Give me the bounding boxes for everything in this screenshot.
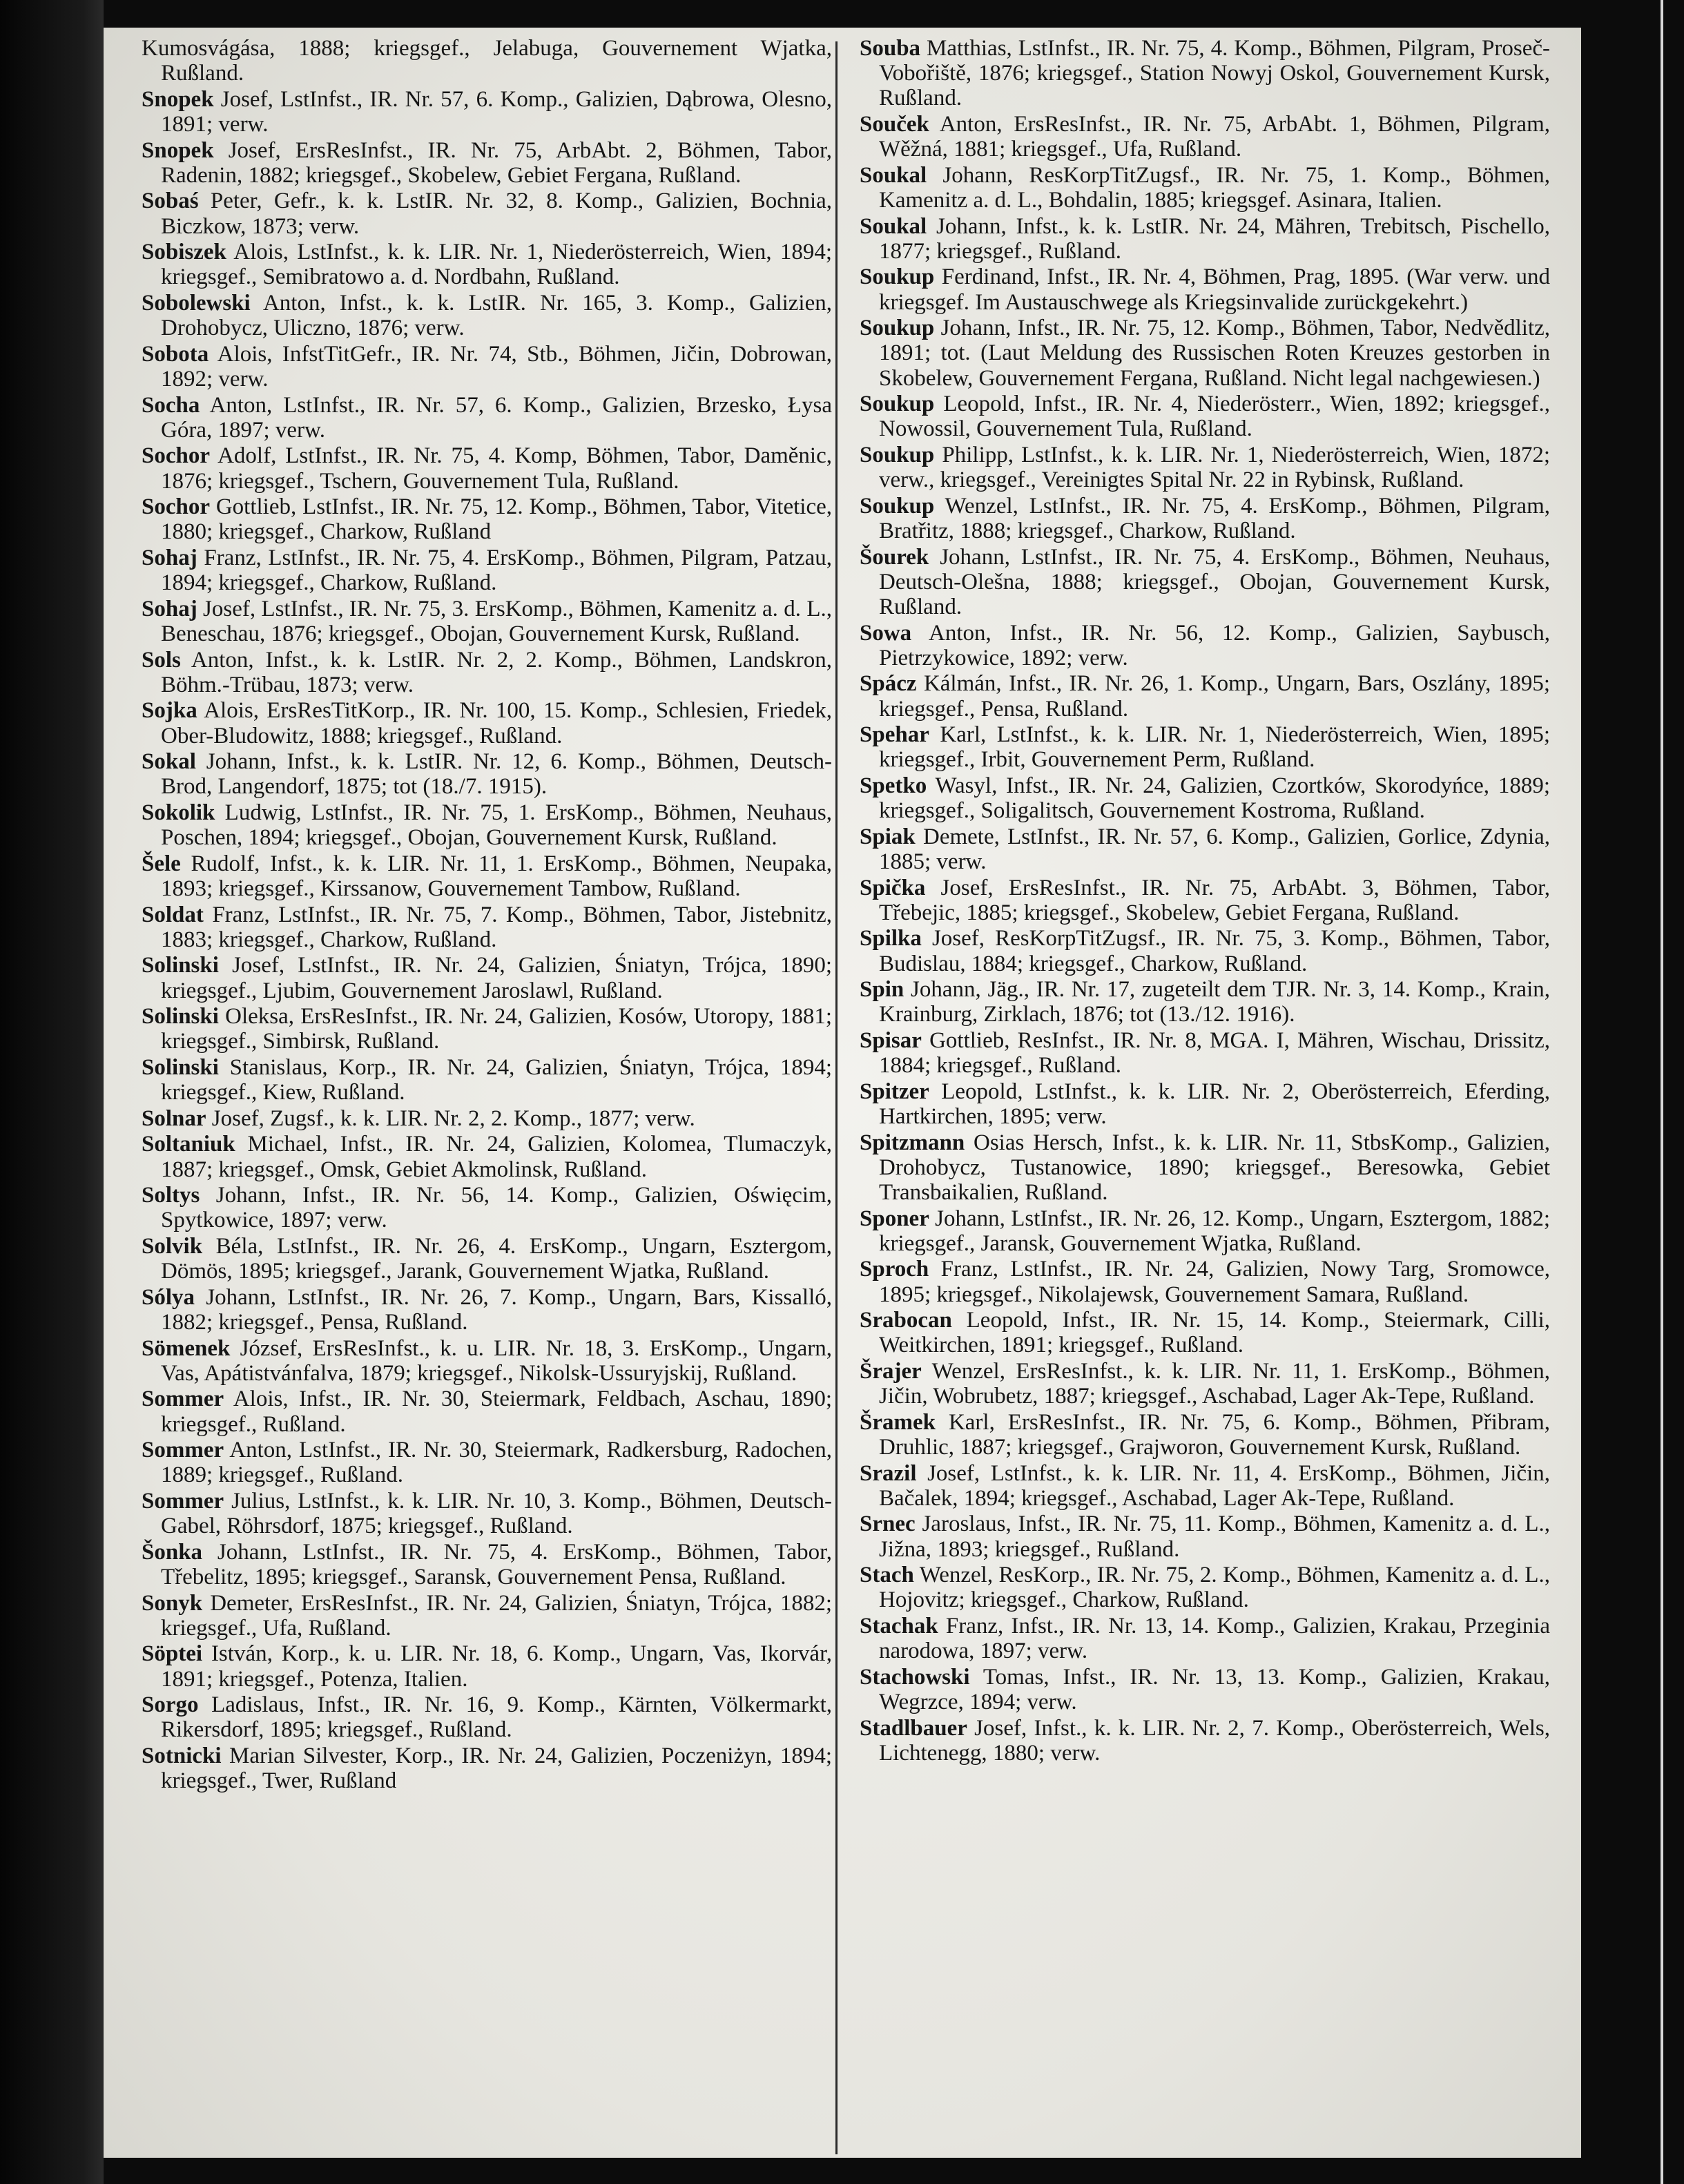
list-entry <box>142 902 832 952</box>
entry-details: Alois, InfstTitGefr., IR. Nr. 74, Stb., Böhmen, Jičin, Dobrowan, 1892; verw. <box>161 341 832 392</box>
list-entry <box>142 1386 832 1436</box>
entry-surname: Sonyk <box>142 1590 203 1616</box>
entry-surname: Sorgo <box>142 1692 199 1718</box>
list-entry <box>860 1563 1550 1612</box>
entry-details: Johann, LstInfst., IR. Nr. 26, 7. Komp., Ungarn, Bars, Kissalló, 1882; kriegsgef., Pensa, Rußland. <box>161 1284 832 1335</box>
entry-details: Stanislaus, Korp., IR. Nr. 24, Galizien, Śniatyn, Trójca, 1894; kriegsgef., Kiew, Rußland. <box>161 1054 832 1105</box>
entry-details: Anton, ErsResInfst., IR. Nr. 75, ArbAbt. 1, Böhmen, Pilgram, Wěžná, 1881; kriegsgef., Ufa, Rußland. <box>879 112 1550 162</box>
list-entry <box>860 824 1550 874</box>
entry-surname: Sobolewski <box>142 290 251 316</box>
list-entry <box>142 1285 832 1335</box>
list-entry <box>142 698 832 748</box>
list-entry <box>142 189 832 238</box>
entry-details: Anton, LstInfst., IR. Nr. 57, 6. Komp., Galizien, Brzesko, Łysa Góra, 1897; verw. <box>161 392 833 443</box>
entry-details: Johann, Infst., IR. Nr. 75, 12. Komp., Böhmen, Tabor, Nedvědlitz, 1891; tot. (Laut Meldung des Russischen Roten Kreuzes gestorben in Skobelew, Gouvernement Fergana, Rußland. Nicht legal nachgewiesen.) <box>879 316 1551 391</box>
entry-details: Wenzel, ResKorp., IR. Nr. 75, 2. Komp., Böhmen, Kamenitz a. d. L., Hojovitz; kriegsgef., Charkow, Rußland. <box>879 1563 1551 1613</box>
entry-surname: Socha <box>142 392 200 418</box>
entry-surname: Sobota <box>142 341 209 367</box>
list-entry <box>142 240 832 289</box>
entry-details: Rudolf, Infst., k. k. LIR. Nr. 11, 1. ErsKomp., Böhmen, Neupaka, 1893; kriegsgef., Kirssanow, Gouvernement Tambow, Rußland. <box>161 851 833 901</box>
entry-surname: Sobaś <box>142 189 199 214</box>
entry-surname: Solvik <box>142 1233 203 1259</box>
list-entry <box>860 1308 1550 1357</box>
entry-surname: Solinski <box>142 1004 219 1030</box>
list-entry <box>860 163 1550 213</box>
list-entry <box>142 1132 832 1181</box>
entry-surname: Spitzer <box>860 1079 929 1104</box>
entry-surname: Soukup <box>860 316 935 341</box>
entry-details: Josef, Infst., k. k. LIR. Nr. 2, 7. Komp., Oberösterreich, Wels, Lichtenegg, 1880; verw. <box>879 1715 1550 1766</box>
entry-surname: Stachowski <box>860 1664 970 1690</box>
entry-surname: Sohaj <box>142 545 197 570</box>
list-entry <box>142 1183 832 1233</box>
list-entry <box>142 597 832 646</box>
entry-details: Johann, LstInfst., IR. Nr. 75, 4. ErsKomp., Böhmen, Neuhaus, Deutsch-Olešna, 1888; kriegsgef., Obojan, Gouvernement Kursk, Rußland. <box>879 544 1550 619</box>
list-entry <box>860 214 1550 264</box>
list-entry <box>142 1591 832 1641</box>
entry-surname: Soukup <box>860 264 935 290</box>
entry-surname: Spiak <box>860 824 916 849</box>
entry-surname: Solinski <box>142 953 219 978</box>
list-entry <box>142 138 832 188</box>
entry-surname: Srabocan <box>860 1308 952 1333</box>
entry-surname: Sobiszek <box>142 240 226 265</box>
entry-details: Josef, LstInfst., IR. Nr. 57, 6. Komp., Galizien, Dąbrowa, Olesno, 1891; verw. <box>161 86 833 137</box>
entry-surname: Sotnicki <box>142 1743 222 1768</box>
list-entry <box>142 342 832 392</box>
entry-surname: Sömenek <box>142 1335 231 1361</box>
entry-details: Anton, Infst., IR. Nr. 56, 12. Komp., Galizien, Saybusch, Pietrzykowice, 1892; verw. <box>879 620 1550 670</box>
list-entry <box>860 773 1550 823</box>
list-entry <box>860 264 1550 314</box>
list-entry <box>860 1511 1550 1561</box>
entry-surname: Sochor <box>142 494 210 520</box>
entry-surname: Sommer <box>142 1438 224 1463</box>
scan-edge-line <box>1661 0 1663 2184</box>
entry-details: Franz, LstInfst., IR. Nr. 75, 4. ErsKomp., Böhmen, Pilgram, Patzau, 1894; kriegsgef., Charkow, Rußland. <box>161 545 832 596</box>
entry-details: Michael, Infst., IR. Nr. 24, Galizien, Kolomea, Tlumaczyk, 1887; kriegsgef., Omsk, Gebiet Akmolinsk, Rußland. <box>161 1132 832 1182</box>
list-entry <box>142 545 832 595</box>
entry-surname: Sommer <box>142 1386 224 1412</box>
list-entry <box>142 393 832 443</box>
list-entry <box>860 545 1550 620</box>
entry-surname: Spitzmann <box>860 1130 965 1155</box>
entry-surname: Stadlbauer <box>860 1715 967 1741</box>
entry-surname: Šramek <box>860 1409 936 1435</box>
list-entry <box>142 1641 832 1691</box>
list-entry <box>860 1665 1550 1714</box>
entry-details: Adolf, LstInfst., IR. Nr. 75, 4. Komp, Böhmen, Tabor, Daměnic, 1876; kriegsgef., Tschern, Gouvernement Tula, Rußland. <box>161 443 832 494</box>
entry-details: Johann, Infst., IR. Nr. 56, 14. Komp., Galizien, Oświęcim, Spytkowice, 1897; verw. <box>161 1183 833 1233</box>
entry-details: Johann, LstInfst., IR. Nr. 26, 12. Komp., Ungarn, Esztergom, 1882; kriegsgef., Jaransk, Gouvernement Wjatka, Rußland. <box>879 1206 1550 1256</box>
entry-details: Béla, LstInfst., IR. Nr. 26, 4. ErsKomp., Ungarn, Esztergom, Dömös, 1895; kriegsgef., Jarank, Gouvernement Wjatka, Rußland. <box>161 1233 832 1284</box>
entry-details: Johann, Infst., k. k. LstIR. Nr. 12, 6. Komp., Böhmen, Deutsch-Brod, Langendorf, 1875; tot (18./7. 1915). <box>161 749 833 800</box>
list-entry <box>860 1079 1550 1129</box>
entry-details: Wasyl, Infst., IR. Nr. 24, Galizien, Czortków, Skorodyńce, 1889; kriegsgef., Soligalitsch, Gouvernement Kostroma, Rußland. <box>879 773 1550 824</box>
entry-surname: Snopek <box>142 137 214 163</box>
entry-surname: Soltys <box>142 1183 200 1208</box>
entry-details: Anton, Infst., k. k. LstIR. Nr. 165, 3. Komp., Galizien, Drohobycz, Uliczno, 1876; verw. <box>161 290 832 341</box>
entry-surname: Spilka <box>860 926 922 951</box>
list-entry <box>860 876 1550 925</box>
entry-surname: Solinski <box>142 1054 219 1080</box>
entry-details: Peter, Gefr., k. k. LstIR. Nr. 32, 8. Komp., Galizien, Bochnia, Biczkow, 1873; verw. <box>161 189 833 239</box>
entry-surname: Snopek <box>142 86 214 112</box>
entry-details: Philipp, LstInfst., k. k. LIR. Nr. 1, Niederösterreich, Wien, 1872; verw., kriegsgef., Vereinigtes Spital Nr. 22 in Rybinsk, Rußland. <box>879 442 1551 493</box>
entry-details: Johann, Jäg., IR. Nr. 17, zugeteilt dem TJR. Nr. 3, 14. Komp., Krain, Krainburg, Zirklach, 1876; tot (13./12. 1916). <box>879 977 1550 1027</box>
entry-surname: Spetko <box>860 773 927 798</box>
list-entry <box>860 671 1550 721</box>
column-divider <box>835 41 838 2154</box>
list-entry <box>142 851 832 901</box>
entry-surname: Spisar <box>860 1027 922 1053</box>
entry-surname: Šele <box>142 851 181 876</box>
entry-surname: Soukal <box>860 162 927 188</box>
list-entry <box>142 1106 832 1131</box>
list-entry <box>142 749 832 799</box>
entry-details: József, ErsResInfst., k. u. LIR. Nr. 18, 3. ErsKomp., Ungarn, Vas, Apátistvánfalva, 1879; kriegsgef., Nikolsk-Ussuryjskij, Rußland. <box>161 1335 833 1386</box>
right-column <box>860 36 1550 1766</box>
entry-surname: Sólya <box>142 1284 195 1310</box>
entry-details: Johann, ResKorpTitZugsf., IR. Nr. 75, 1. Komp., Böhmen, Kamenitz a. d. L., Bohdalin, 1885; kriegsgef. Asinara, Italien. <box>879 162 1551 213</box>
scan-dark-margin-right <box>1588 0 1684 2184</box>
entry-details: Josef, LstInfst., IR. Nr. 24, Galizien, Śniatyn, Trójca, 1890; kriegsgef., Ljubim, Gouvernement Jaroslawl, Rußland. <box>161 953 832 1003</box>
entry-details: Johann, Infst., k. k. LstIR. Nr. 24, Mähren, Trebitsch, Pischello, 1877; kriegsgef., Rußland. <box>879 213 1551 264</box>
entry-surname: Stachak <box>860 1613 938 1639</box>
list-entry <box>142 1336 832 1386</box>
entry-surname: Sproch <box>860 1257 929 1282</box>
list-entry <box>860 722 1550 772</box>
list-entry <box>860 1461 1550 1511</box>
entry-details: Alois, ErsResTitKorp., IR. Nr. 100, 15. Komp., Schlesien, Friedek, Ober-Bludowitz, 1888; kriegsgef., Rußland. <box>161 698 832 748</box>
list-entry <box>860 621 1550 670</box>
entry-details: Alois, LstInfst., k. k. LIR. Nr. 1, Niederösterreich, Wien, 1894; kriegsgef., Semibratowo a. d. Nordbahn, Rußland. <box>161 240 833 290</box>
entry-surname: Spin <box>860 977 904 1003</box>
entry-surname: Srazil <box>860 1460 917 1486</box>
entry-details: Ferdinand, Infst., IR. Nr. 4, Böhmen, Prag, 1895. (War verw. und kriegsgef. Im Austauschwege als Kriegsinvalide zurückgekehrt.) <box>879 264 1550 315</box>
entry-surname: Sokolik <box>142 800 215 825</box>
list-entry <box>860 926 1550 976</box>
entry-details: Julius, LstInfst., k. k. LIR. Nr. 10, 3. Komp., Böhmen, Deutsch-Gabel, Röhrsdorf, 1875; kriegsgef., Rußland. <box>161 1488 832 1539</box>
entry-surname: Souček <box>860 112 929 137</box>
list-entry <box>142 1004 832 1054</box>
entry-details: Wenzel, ErsResInfst., k. k. LIR. Nr. 11, 1. ErsKomp., Böhmen, Jičin, Wobrubetz, 1887; kriegsgef., Aschabad, Lager Ak-Tepe, Rußland. <box>879 1358 1551 1409</box>
entry-surname: Sponer <box>860 1206 929 1231</box>
entry-details: Leopold, LstInfst., k. k. LIR. Nr. 2, Oberösterreich, Eferding, Hartkirchen, 1895; verw. <box>879 1079 1551 1129</box>
entry-surname: Stach <box>860 1563 914 1588</box>
list-entry <box>860 1257 1550 1306</box>
list-entry <box>860 1716 1550 1766</box>
entry-surname: Šonka <box>142 1539 203 1565</box>
entry-details: Tomas, Infst., IR. Nr. 13, 13. Komp., Galizien, Krakau, Wegrzce, 1894; verw. <box>879 1664 1550 1714</box>
entry-details: Johann, LstInfst., IR. Nr. 75, 4. ErsKomp., Böhmen, Tabor, Třebelitz, 1895; kriegsgef., Saransk, Gouvernement Pensa, Rußland. <box>161 1539 832 1589</box>
list-entry <box>142 1438 832 1487</box>
entry-details: Josef, ErsResInfst., IR. Nr. 75, ArbAbt. 3, Böhmen, Tabor, Třebejic, 1885; kriegsgef., Skobelew, Gebiet Fergana, Rußland. <box>879 875 1551 925</box>
entry-details: Anton, Infst., k. k. LstIR. Nr. 2, 2. Komp., Böhmen, Landskron, Böhm.-Trübau, 1873; verw. <box>161 647 832 697</box>
entry-details: Josef, ErsResInfst., IR. Nr. 75, ArbAbt. 2, Böhmen, Tabor, Radenin, 1882; kriegsgef., Skobelew, Gebiet Fergana, Rußland. <box>161 137 832 188</box>
entry-details: Josef, LstInfst., k. k. LIR. Nr. 11, 4. ErsKomp., Böhmen, Jičin, Bačalek, 1894; kriegsgef., Aschabad, Lager Ak-Tepe, Rußland. <box>879 1460 1550 1511</box>
entry-details: Wenzel, LstInfst., IR. Nr. 75, 4. ErsKomp., Böhmen, Pilgram, Bratřitz, 1888; kriegsgef., Charkow, Rußland. <box>879 493 1550 543</box>
list-entry <box>860 1410 1550 1460</box>
entry-details: Josef, LstInfst., IR. Nr. 75, 3. ErsKomp., Böhmen, Kamenitz a. d. L., Beneschau, 1876; kriegsgef., Obojan, Gouvernement Kursk, Rußland. <box>161 596 832 646</box>
entry-surname: Sochor <box>142 443 210 469</box>
list-entry <box>860 112 1550 162</box>
entry-surname: Srnec <box>860 1511 916 1537</box>
entry-details: Franz, Infst., IR. Nr. 13, 14. Komp., Galizien, Krakau, Przeginia narodowa, 1897; verw. <box>879 1613 1551 1664</box>
entry-details: Karl, ErsResInfst., IR. Nr. 75, 6. Komp., Böhmen, Přibram, Druhlic, 1887; kriegsgef., Grajworon, Gouvernement Kursk, Rußland. <box>879 1409 1551 1460</box>
list-entry <box>860 1359 1550 1409</box>
entry-details: Jaroslaus, Infst., IR. Nr. 75, 11. Komp., Böhmen, Kamenitz a. d. L., Jižna, 1893; kriegsgef., Rußland. <box>879 1511 1551 1562</box>
list-entry <box>142 87 832 137</box>
entry-surname: Sommer <box>142 1488 224 1514</box>
list-entry <box>860 1614 1550 1663</box>
list-entry <box>142 1489 832 1538</box>
list-entry <box>860 1028 1550 1078</box>
entry-details: István, Korp., k. u. LIR. Nr. 18, 6. Komp., Ungarn, Vas, Ikorvár, 1891; kriegsgef., Potenza, Italien. <box>161 1641 832 1692</box>
entry-details: Anton, LstInfst., IR. Nr. 30, Steiermark, Radkersburg, Radochen, 1889; kriegsgef., Rußland. <box>161 1438 832 1488</box>
list-entry <box>142 1234 832 1284</box>
entry-surname: Sols <box>142 647 181 673</box>
entry-surname: Solnar <box>142 1105 206 1131</box>
list-entry <box>142 953 832 1003</box>
list-entry <box>142 36 832 86</box>
entry-details: Gottlieb, ResInfst., IR. Nr. 8, MGA. I, Mähren, Wischau, Drissitz, 1884; kriegsgef., Rußland. <box>879 1027 1550 1079</box>
entry-surname: Soukup <box>860 392 935 417</box>
entry-details: Leopold, Infst., IR. Nr. 4, Niederösterr., Wien, 1892; kriegsgef., Nowossil, Gouvernement Tula, Rußland. <box>879 392 1550 442</box>
list-entry <box>142 1743 832 1793</box>
entry-details: Alois, Infst., IR. Nr. 30, Steiermark, Feldbach, Aschau, 1890; kriegsgef., Rußland. <box>161 1386 832 1437</box>
list-entry <box>142 494 832 544</box>
left-column <box>142 36 832 1795</box>
list-entry <box>142 1692 832 1742</box>
entry-surname: Soukal <box>860 213 927 239</box>
entry-details: Karl, LstInfst., k. k. LIR. Nr. 1, Niederösterreich, Wien, 1895; kriegsgef., Irbit, Gouvernement Perm, Rußland. <box>879 722 1551 773</box>
entry-details: Matthias, LstInfst., IR. Nr. 75, 4. Komp., Böhmen, Pilgram, Proseč-Vobořiště, 1876; kriegsgef., Station Nowyj Oskol, Gouvernement Kursk, Rußland. <box>879 36 1551 111</box>
entry-surname: Sokal <box>142 749 196 775</box>
entry-details: Kálmán, Infst., IR. Nr. 26, 1. Komp., Ungarn, Bars, Oszlány, 1895; kriegsgef., Pensa, Rußland. <box>879 671 1550 722</box>
list-entry <box>142 800 832 850</box>
scan-dark-margin <box>0 0 104 2184</box>
list-entry <box>860 1206 1550 1256</box>
entry-details: Demete, LstInfst., IR. Nr. 57, 6. Komp., Galizien, Gorlice, Zdynia, 1885; verw. <box>879 824 1550 874</box>
list-entry <box>142 291 832 340</box>
entry-surname: Šourek <box>860 544 929 570</box>
entry-surname: Soldat <box>142 902 204 927</box>
entry-details: Leopold, Infst., IR. Nr. 15, 14. Komp., Steiermark, Cilli, Weitkirchen, 1891; kriegsgef., Rußland. <box>879 1308 1550 1358</box>
list-entry <box>860 1130 1550 1206</box>
entry-surname: Sojka <box>142 698 197 724</box>
entry-details: Franz, LstInfst., IR. Nr. 75, 7. Komp., Böhmen, Tabor, Jistebnitz, 1883; kriegsgef., Charkow, Rußland. <box>161 902 832 952</box>
entry-surname: Söptei <box>142 1641 203 1667</box>
list-entry <box>860 977 1550 1027</box>
entry-surname: Spehar <box>860 722 929 748</box>
list-entry <box>142 1540 832 1589</box>
list-entry <box>142 1055 832 1105</box>
entry-details: Gottlieb, LstInfst., IR. Nr. 75, 12. Komp., Böhmen, Tabor, Vitetice, 1880; kriegsgef., Charkow, Rußland <box>161 494 833 545</box>
entry-surname: Soukup <box>860 442 935 467</box>
entry-details: Demeter, ErsResInfst., IR. Nr. 24, Galizien, Śniatyn, Trójca, 1882; kriegsgef., Ufa, Rußland. <box>161 1590 832 1641</box>
entry-surname: Sohaj <box>142 596 197 621</box>
entry-details: Josef, ResKorpTitZugsf., IR. Nr. 75, 3. Komp., Böhmen, Tabor, Budislau, 1884; kriegsgef., Charkow, Rußland. <box>879 926 1550 976</box>
list-entry <box>860 494 1550 543</box>
entry-details: Oleksa, ErsResInfst., IR. Nr. 24, Galizien, Kosów, Utoropy, 1881; kriegsgef., Simbirsk, Rußland. <box>161 1004 832 1054</box>
entry-surname: Souba <box>860 36 921 61</box>
entry-details: Marian Silvester, Korp., IR. Nr. 24, Galizien, Poczeniżyn, 1894; kriegsgef., Twer, Rußland <box>161 1743 833 1794</box>
entry-details: Josef, Zugsf., k. k. LIR. Nr. 2, 2. Komp., 1877; verw. <box>211 1105 695 1131</box>
entry-surname: Šrajer <box>860 1358 922 1384</box>
list-entry <box>860 443 1550 492</box>
entry-details: Osias Hersch, Infst., k. k. LIR. Nr. 11, StbsKomp., Galizien, Drohobycz, Tustanowice, 1890; kriegsgef., Beresowka, Gebiet Transbaikalien, Rußland. <box>879 1130 1551 1205</box>
entry-details: Ludwig, LstInfst., IR. Nr. 75, 1. ErsKomp., Böhmen, Neuhaus, Poschen, 1894; kriegsgef., Obojan, Gouvernement Kursk, Rußland. <box>161 800 832 851</box>
entry-surname: Sowa <box>860 620 912 646</box>
entry-surname: Spácz <box>860 671 917 697</box>
entry-details: Franz, LstInfst., IR. Nr. 24, Galizien, Nowy Targ, Sromowce, 1895; kriegsgef., Nikolajewsk, Gouvernement Samara, Rußland. <box>879 1257 1551 1307</box>
entry-details: Kumosvágása, 1888; kriegsgef., Jelabuga, Gouvernement Wjatka, Rußland. <box>142 36 832 86</box>
entry-details: Ladislaus, Infst., IR. Nr. 16, 9. Komp., Kärnten, Völkermarkt, Rikersdorf, 1895; kriegsgef., Rußland. <box>161 1692 832 1743</box>
list-entry <box>860 36 1550 111</box>
list-entry <box>860 316 1550 391</box>
list-entry <box>142 648 832 697</box>
list-entry <box>860 392 1550 441</box>
entry-surname: Spička <box>860 875 926 900</box>
entry-surname: Soukup <box>860 493 935 519</box>
entry-surname: Soltaniuk <box>142 1132 235 1157</box>
list-entry <box>142 443 832 493</box>
